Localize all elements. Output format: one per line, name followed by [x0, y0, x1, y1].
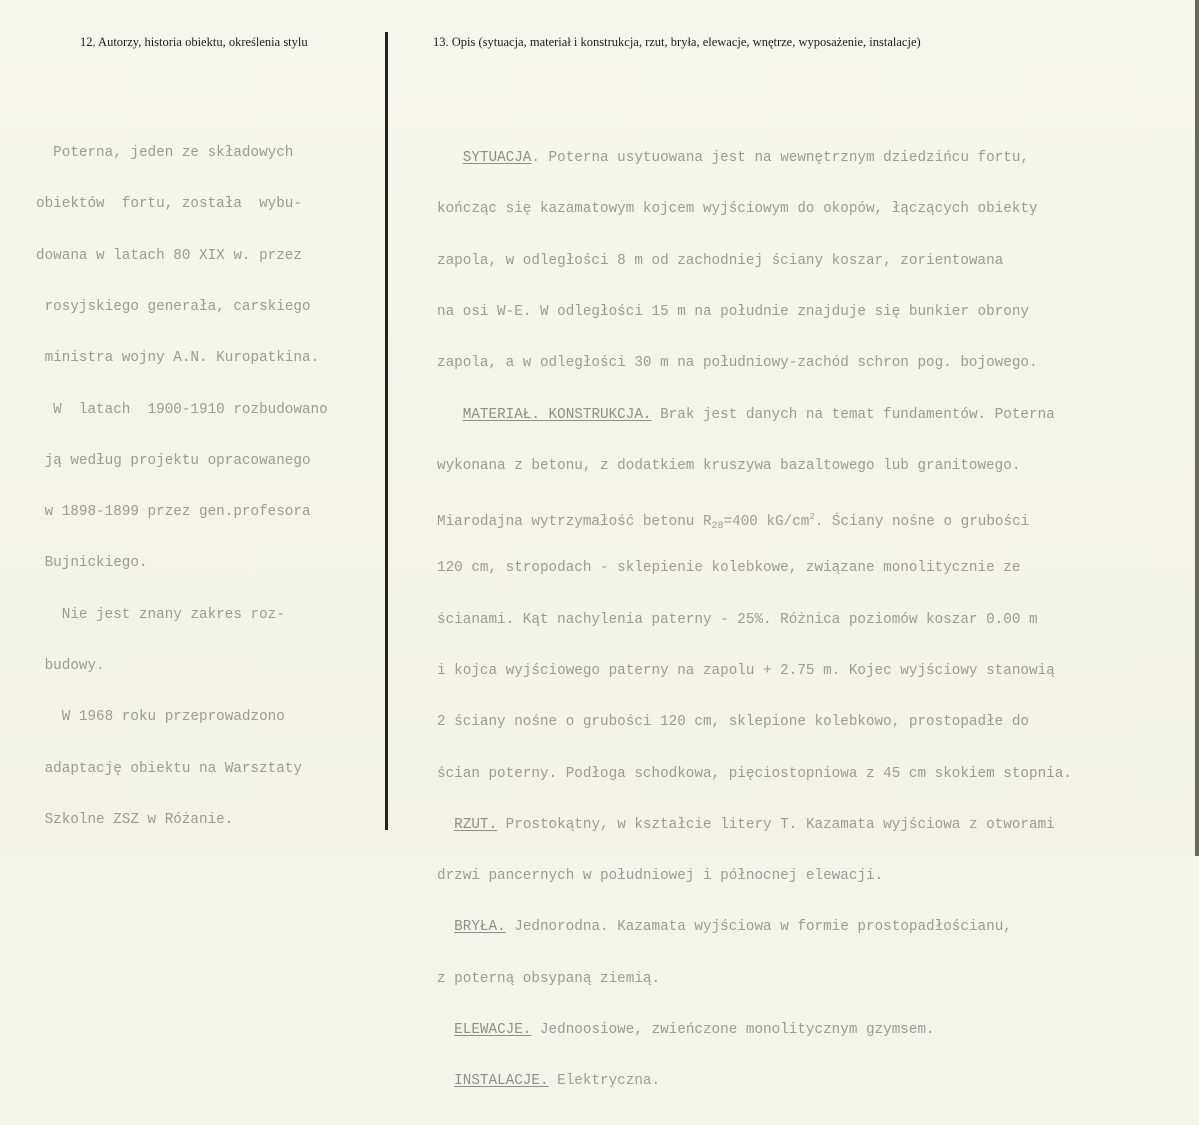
description-line: 120 cm, stropodach - sklepienie kolebkowe, związane monolitycznie ze — [437, 560, 1021, 577]
description-line: wykonana z betonu, z dodatkiem kruszywa bazaltowego lub granitowego. — [437, 457, 1021, 474]
history-line: dowana w latach 80 XIX w. przez — [36, 247, 302, 264]
description-line: zapola, a w odległości 30 m na południowy-zachód schron pog. bojowego. — [437, 355, 1038, 372]
installations-label: INSTALACJE. — [454, 1073, 549, 1090]
history-line: w 1898-1899 przez gen.profesora — [36, 504, 311, 521]
history-text — [36, 111, 328, 863]
history-line: ministra wojny A.N. Kuropatkina. — [36, 350, 320, 367]
installations-text: Elektryczna. — [548, 1073, 661, 1090]
description-text — [437, 116, 1072, 1125]
strength-value: =400 kG/cm — [723, 514, 810, 531]
plan-text: Prostokątny, w kształcie litery T. Kazamata wyjściowa z otworami — [497, 816, 1055, 833]
plan-first-line — [437, 817, 1072, 834]
form-label: BRYŁA. — [454, 919, 506, 936]
history-line: budowy. — [36, 658, 105, 674]
history-line: W 1968 roku przeprowadzono — [36, 709, 285, 726]
elevations-label: ELEWACJE. — [454, 1021, 532, 1038]
history-line: Nie jest znany zakres roz- — [36, 606, 285, 623]
form-first-line — [437, 919, 1072, 936]
description-line: ścian poterny. Podłoga schodkowa, pięciostopniowa z 45 cm skokiem stopnia. — [437, 765, 1072, 782]
description-line: i kojca wyjściowego paterny na zapolu + 2.75 m. Kojec wyjściowy stanowią — [437, 663, 1055, 679]
history-line: obiektów fortu, została wybu- — [36, 196, 302, 213]
description-line: zapola, w odległości 8 m od zachodniej ściany koszar, zorientowana — [437, 252, 1004, 269]
concrete-strength-line — [437, 509, 1072, 533]
description-line: kończąc się kazamatowym kojcem wyjściowym do okopów, łączących obiekty — [437, 201, 1038, 218]
history-line: rosyjskiego generała, carskiego — [36, 299, 311, 316]
history-line: W latach 1900-1910 rozbudowano — [36, 401, 328, 418]
elevations-line — [437, 1022, 1072, 1039]
history-line: ją według projektu opracowanego — [36, 452, 311, 469]
description-line: 2 ściany nośne o grubości 120 cm, sklepione kolebkowo, prostopadłe do — [437, 714, 1029, 731]
unit-superscript: 2 — [809, 512, 815, 523]
material-label: MATERIAŁ. KONSTRUKCJA. — [462, 406, 652, 423]
situation-text: . Poterna usytuowana jest na wewnętrznym dziedzińcu fortu, — [531, 150, 1030, 167]
section-12-heading: 12. Autorzy, historia obiektu, określenia stylu — [80, 35, 308, 49]
material-text: Brak jest danych na temat fundamentów. Poterna — [651, 406, 1055, 423]
form-text: Jednorodna. Kazamata wyjściowa w formie prostopadłościanu, — [505, 919, 1012, 936]
strength-text: Miarodajna wytrzymałość betonu R — [437, 514, 712, 531]
situation-first-line — [437, 150, 1072, 167]
material-first-line — [437, 407, 1072, 424]
elevations-text: Jednoosiowe, zwieńczone monolitycznym gzymsem. — [531, 1021, 935, 1038]
installations-line — [437, 1073, 1072, 1090]
description-line: drzwi pancernych w południowej i północnej elewacji. — [437, 868, 884, 885]
section-13-heading: 13. Opis (sytuacja, materiał i konstrukcja, rzut, bryła, elewacje, wnętrze, wyposażenie, instalacje) — [433, 35, 921, 49]
strength-text-after: . Ściany nośne o grubości — [814, 514, 1030, 531]
column-divider — [385, 32, 388, 830]
description-line: ścianami. Kąt nachylenia paterny - 25%. Różnica poziomów koszar 0.00 m — [437, 611, 1038, 628]
plan-label: RZUT. — [454, 816, 498, 833]
situation-label: SYTUACJA — [462, 150, 532, 167]
history-line: adaptację obiektu na Warsztaty — [36, 760, 302, 777]
description-line: na osi W-E. W odległości 15 m na południe znajduje się bunkier obrony — [437, 304, 1029, 321]
history-line: Poterna, jeden ze składowych — [36, 145, 294, 162]
history-line: Szkolne ZSZ w Różanie. — [36, 811, 234, 828]
strength-subscript: 28 — [711, 521, 724, 533]
description-line: z poterną obsypaną ziemią. — [437, 970, 661, 987]
history-line: Bujnickiego. — [36, 555, 148, 572]
